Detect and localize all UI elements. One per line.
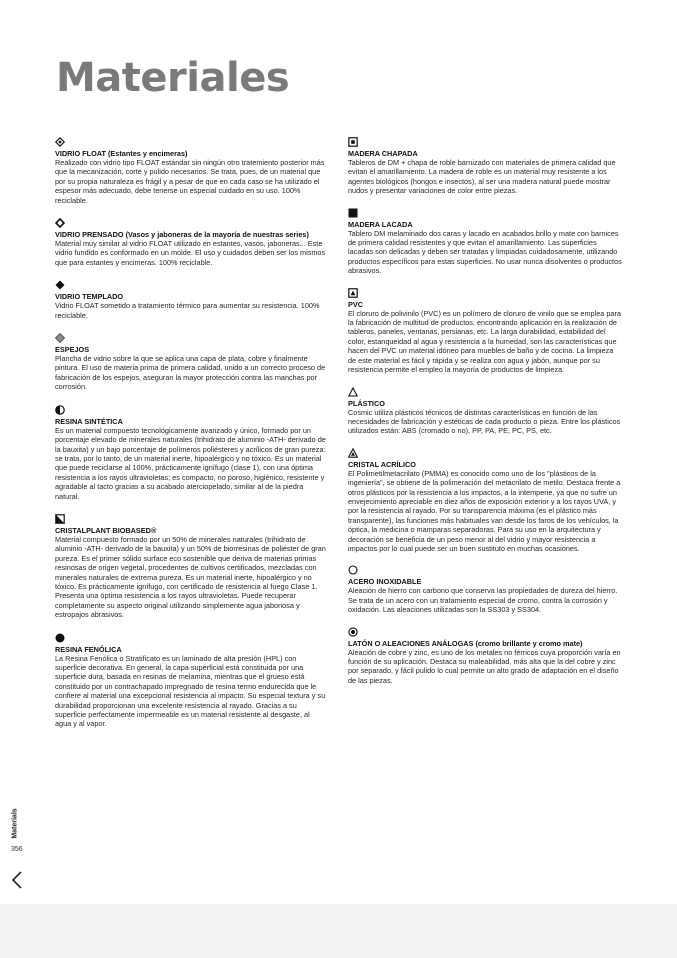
- material-title: [55, 417, 327, 426]
- material-name: ACERO INOXIDABLE: [348, 577, 422, 587]
- footer-bar: [0, 904, 677, 958]
- diamond-outline-icon: [55, 218, 65, 228]
- material-description: Plancha de vidrio sobre la que se aplica una capa de plata, cobre y finalmente pintura. El uso de materia prima de primera calidad, unido a un correcto proceso de fabricación de los espejos, aseguran la mayor protección contra las manchas por corrosión.: [55, 354, 326, 392]
- right-column: [348, 137, 623, 685]
- material-name: VIDRIO PRENSADO: [55, 230, 124, 240]
- material-subtitle: (Vasos y jaboneras de la mayoría de nuestras series): [125, 230, 309, 240]
- circle-inner-icon: [348, 627, 358, 637]
- circle-outline-icon: [348, 565, 358, 575]
- material-title: [348, 639, 623, 648]
- material-entry: [55, 633, 327, 729]
- material-entry: [55, 137, 327, 205]
- material-name: VIDRIO TEMPLADO: [55, 292, 124, 302]
- material-title: [55, 149, 327, 158]
- material-entry: [55, 514, 327, 620]
- left-column: [55, 137, 327, 729]
- material-entry: [348, 565, 623, 614]
- material-description: La Resina Fenólica o Stratificato es un laminado de alta presión (HPL) con superficie decorativa. En general, la capa superficial está constituida por una superficie dura, basada en resinas de melamina, mientras que el grueso está constituido por un contrachapado impregnado de resina termo endurecida que le confiere al material una excepcional resistencia al impacto. Su especial textura y su durabilidad proporcionan una excelente resistencia al rayado. Gracias a su superficie perfectamente impermeable es un material resistente al desgaste, al agua y al vapor.: [55, 653, 326, 729]
- triangle-inner-icon: [348, 448, 358, 458]
- material-subtitle: (cromo brillante y cromo mate): [475, 638, 583, 648]
- material-description: Cosmic utiliza plásticos técnicos de distintas características en función de las necesidades de fabricación y estéticas de cada producto o pieza. Entre los plásticos utilizados están: ABS (cromado o no), PP, PA, PE, PC, PS, etc.: [348, 407, 621, 436]
- material-title: [348, 149, 623, 158]
- material-name: LATÓN O ALEACIONES ANÁLOGAS: [348, 638, 474, 648]
- material-entry: [348, 288, 623, 375]
- material-title: [55, 645, 327, 654]
- diamond-outline-dot-icon: [55, 137, 65, 147]
- material-title: [55, 345, 327, 354]
- material-name: PLÁSTICO: [348, 398, 385, 408]
- material-description: Tableros de DM + chapa de roble barnizado con materiales de primera calidad que evitan el amarillamiento. La madera de roble es un material muy resistente a los agentes biológicos (hongos e insectos), al ser una madera natural puede mostrar nudos y presentar variaciones de color entre piezas.: [348, 158, 616, 196]
- material-name: ESPEJOS: [55, 345, 90, 355]
- material-name: CRISTAL ACRÍLICO: [348, 459, 416, 469]
- half-square-icon: [55, 514, 65, 524]
- material-name: MADERA CHAPADA: [348, 149, 418, 158]
- material-title: [348, 220, 623, 229]
- diamond-gray-icon: [55, 333, 65, 343]
- material-entry: [348, 387, 623, 436]
- material-entry: [348, 208, 623, 276]
- material-entry: [348, 137, 623, 196]
- triangle-outline-icon: [348, 387, 358, 397]
- material-entry: [55, 405, 327, 501]
- circle-filled-icon: [55, 633, 65, 643]
- diamond-filled-icon: [55, 280, 65, 290]
- material-title: [348, 460, 623, 469]
- material-description: Material compuesto formado por un 50% de minerales naturales (trihidrato de aluminio -ATH- derivado de la bauxita) y un 50% de biorresinas de poliéster de gran pureza. Es el primer sólido surface eco sostenible que deriva de materias primas resinosas de origen vegetal, procedentes de cultivos certificados, mezcladas con minerales naturales de extrema pureza. Es un material inerte, hipoalérgico y no tóxico. Es prácticamente ignífugo, con certificado de resistencia al fuego Clase 1. Presenta una óptima resistencia a los rayos ultravioletas. Puede recuperar completamente su aspecto original utilizando simplemente agua jabonosa y estropajos abrasivos.: [55, 534, 326, 620]
- half-circle-icon: [55, 405, 65, 415]
- material-name: VIDRIO FLOAT: [55, 149, 106, 158]
- material-title: [348, 577, 623, 586]
- material-entry: [348, 448, 623, 554]
- square-inner-icon: [348, 137, 358, 147]
- chevron-left-icon[interactable]: [10, 870, 24, 890]
- material-title: [55, 230, 327, 239]
- material-title: [55, 292, 327, 301]
- square-filled-icon: [348, 208, 358, 218]
- material-description: Es un material compuesto tecnológicamente avanzado y único, formado por un porcentaje elevado de minerales naturales (trihidrato de aluminio -ATH- derivado de la bauxita) y un bajo porcentaje de polímeros poliésteres y acrílicos de gran pureza: se trata, por lo tanto, de un material inerte, hipoalérgico y no tóxico. Es un material que puede reciclarse al 100%, prácticamente ignífugo (clase 1), con una óptima resistencia a los rayos ultravioletas; es compacto, no poroso, higiénico, resistente y agradable al tacto gracias a su acabado aterciopelado, similar al de la piedra natural.: [55, 425, 326, 501]
- material-name: CRISTALPLANT BIOBASED®: [55, 525, 157, 535]
- material-subtitle: (Estantes y encimeras): [107, 149, 188, 158]
- material-description: Vidrio FLOAT sometido a tratamiento térmico para aumentar su resistencia. 100% reciclable.: [55, 301, 320, 320]
- material-description: Tablero DM melaminado dos caras y lacado en acabados brillo y mate con barnices de primera calidad resistentes y que evitan el amarillamiento. Las superficies lacadas son delicadas y deben ser tratadas y limpiadas cuidadosamente, utilizando productos específicos para estas superficies. No usar nunca disolventes o productos abrasivos.: [348, 228, 622, 276]
- material-entry: [348, 627, 623, 686]
- square-triangle-icon: [348, 288, 358, 298]
- material-description: Realizado con vidrio tipo FLOAT estándar sin ningún otro tratemiento posterior más que la mecanización, corte y pulido necesarios. Se trata, pues, de un material que por su propia naturaleza es frágil y a pesar de que en cada caso se ha utilizado el espesor más adecuado, debe tenerse un especial cuidado en su uso. 100% reciclable.: [55, 158, 325, 205]
- page-title: Materiales: [56, 55, 290, 101]
- page-number: 356: [11, 846, 23, 853]
- material-description: Aleación de hierro con carbono que conserva las propiedades de dureza del hierro. Se trata de un acero con un tratamiento especial de cromo, contra la corrosión y oxidación. Las aleaciones utilizadas son la SS303 y SS304.: [348, 586, 618, 615]
- material-entry: [55, 218, 327, 267]
- side-label-text: Materials: [11, 808, 19, 839]
- material-title: [55, 526, 327, 535]
- material-name: RESINA FENÓLICA: [55, 644, 122, 654]
- material-title: [348, 399, 623, 408]
- side-section-label: [8, 808, 30, 842]
- material-name: RESINA SINTÉTICA: [55, 416, 123, 426]
- material-name: MADERA LACADA: [348, 219, 413, 229]
- material-entry: [55, 280, 327, 320]
- material-description: El Polimetilmetacrilato (PMMA) es conocido como uno de los "plásticos de la ingeniería", se obtiene de la polimeración del metacrilato de metilo. Destaca frente a otros plásticos por la resistencia a los impactos, a la intemperie, ya que no sufre un envejecimiento apreciable en diez años de exposición exterior y a los rayos UVA, y por la resistencia al rayado. Por su transparencia máxima (es el plástico más transparente), las funciones más habituales van desde los faros de los vehículos, la óptica, la medicina o mamparas separadoras. Para su uso en la arquitectura y decoración se beneficia de un peso menor al del vidrio y mayor resistencia a impactos por lo cual puede ser un buen sustituto en muchas ocasiones.: [348, 468, 621, 553]
- material-description: Aleación de cobre y zinc, es uno de los metales no férricos cuya proporción varía en función de su aplicación. Destaca su maleabilidad, más alta que la del cobre y zinc por separado, y fácil pulido lo cual permite un alto grado de adaptación en el diseño de las piezas.: [348, 647, 621, 685]
- material-description: El cloruro de polivinilo (PVC) es un polímero de cloruro de vinilo que se emplea para la fabricación de multitud de productos, encontrando aplicación en la realización de tableros, paneles, ventanas, persianas, etc. La larga durabilidad, estabilidad del color, estanqueidad al agua y resistencia a la humedad, son las características que hacen del PVC un material idóneo para muebles de baño y de cocina. La limpieza de este material es fácil y rápida y se realiza con agua y jabón, aunque por su resistencia permite el empleo la mayoría de productos de limpieza.: [348, 308, 621, 375]
- material-title: [348, 300, 623, 309]
- material-description: Material muy similar al vidrio FLOAT utilizado en estantes, vasos, jaboneras... Este vidrio fundido es conformado en un molde. El uso y cuidados deben ser los mismos que para estantes y encimeras. 100% reciclable.: [55, 239, 326, 267]
- material-name: PVC: [348, 299, 364, 309]
- material-entry: [55, 333, 327, 392]
